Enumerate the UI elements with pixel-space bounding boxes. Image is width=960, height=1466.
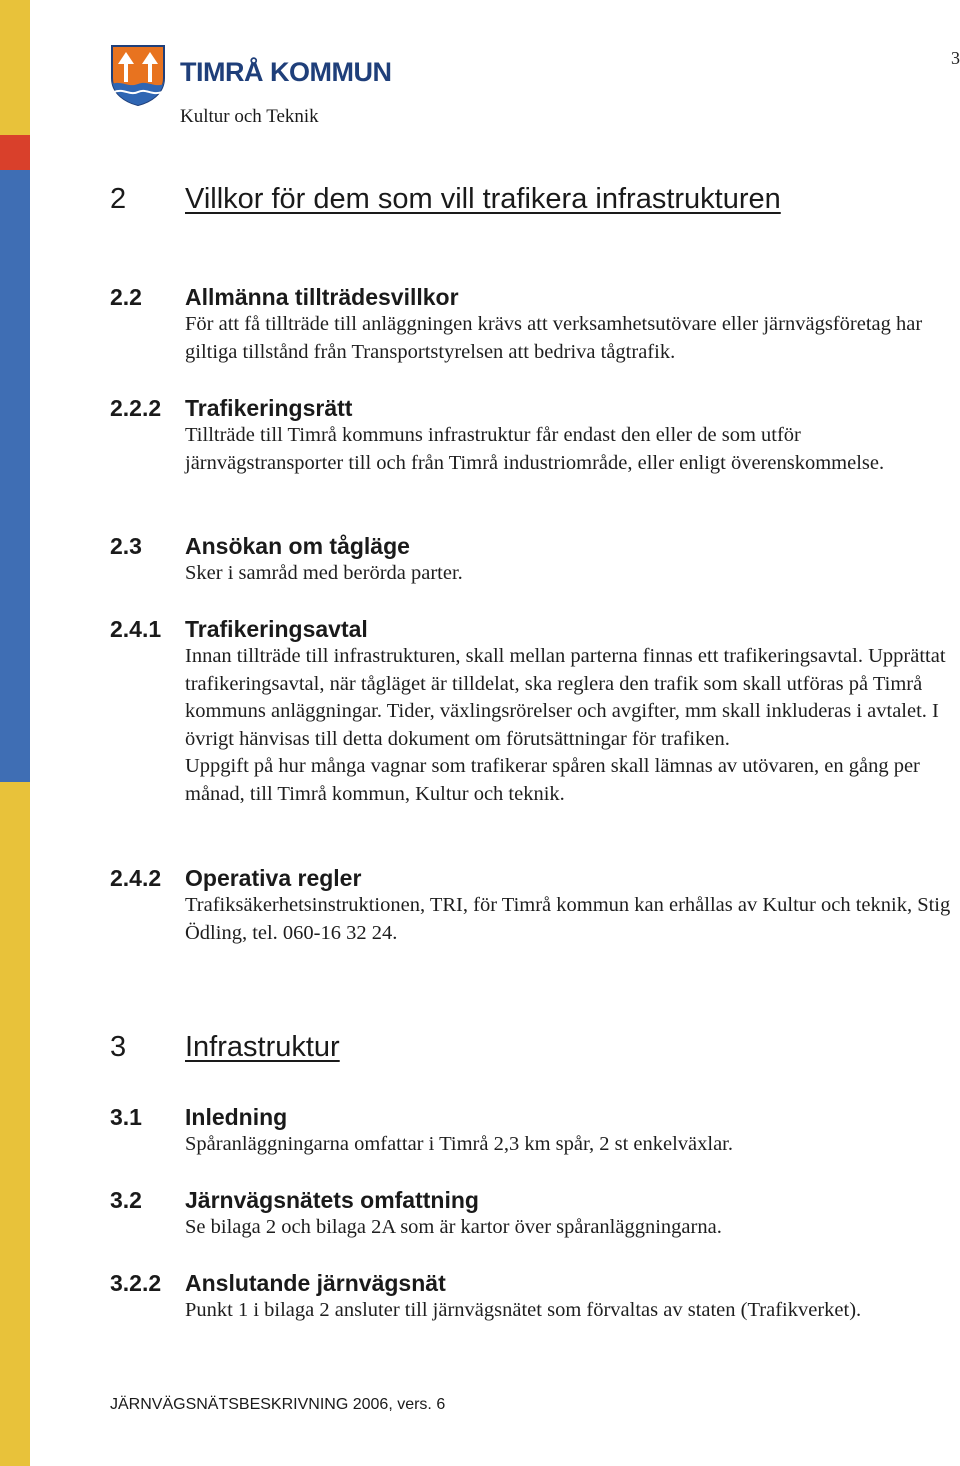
heading-title: Järnvägsnätets omfattning	[185, 1187, 479, 1213]
logo-wordmark: TIMRÅ KOMMUN	[180, 57, 392, 87]
department-name: Kultur och Teknik	[180, 106, 319, 127]
timra-coat-of-arms-icon	[110, 44, 166, 106]
heading-number: 2.3	[110, 533, 142, 559]
paragraph-section-3-2: Se bilaga 2 och bilaga 2A som är kartor över spåranläggningarna.	[185, 1216, 722, 1238]
heading-title: Infrastruktur	[185, 1031, 340, 1063]
heading-title: Villkor för dem som vill trafikera infrastrukturen	[185, 183, 781, 215]
heading-number: 3.2	[110, 1187, 142, 1213]
paragraph-line-group: Innan tillträde till infrastrukturen, skall mellan parterna finnas ett trafikeringsavtal. Upprättat trafikeringsavtal, när tågläget är tilldelat, ska reglera den trafik som skall utföras på Timrå kommuns anläggningar. Tider, växlingsrörelser och avgifter, mm skall inkluderas i avtalet. I övrigt hänvisas till detta dokument om förutsättningar för trafiken.	[185, 645, 946, 750]
heading-title: Trafikeringsavtal	[185, 616, 368, 642]
margin-stripe-red	[0, 135, 30, 170]
paragraph-section-3-1: Spåranläggningarna omfattar i Timrå 2,3 km spår, 2 st enkelväxlar.	[185, 1133, 734, 1155]
municipality-logo	[110, 44, 392, 106]
paragraph-section-2-2: För att få tillträde till anläggningen krävs att verksamhetsutövare eller järnvägsföretag har giltiga tillstånd från Transportstyrelsen att bedriva tågtrafik.	[185, 313, 923, 363]
heading-number: 3.2.2	[110, 1270, 162, 1296]
paragraph-section-2-4-1	[185, 643, 960, 808]
heading-title: Ansökan om tågläge	[185, 533, 410, 559]
heading-title: Allmänna tillträdesvillkor	[185, 284, 459, 310]
margin-stripe-blue	[0, 170, 30, 782]
heading-number: 2	[110, 183, 127, 215]
page-footer: JÄRNVÄGSNÄTSBESKRIVNING 2006, vers. 6	[110, 1396, 446, 1413]
heading-number: 2.4.2	[110, 865, 162, 891]
heading-number: 2.2	[110, 284, 142, 310]
heading-number: 3	[110, 1031, 127, 1063]
heading-title: Inledning	[185, 1104, 288, 1130]
heading-number: 2.4.1	[110, 616, 162, 642]
heading-title: Operativa regler	[185, 865, 362, 891]
margin-stripe-yellow-bottom	[0, 782, 30, 1466]
heading-title: Anslutande järnvägsnät	[185, 1270, 446, 1296]
paragraph-section-2-4-2: Trafiksäkerhetsinstruktionen, TRI, för Timrå kommun kan erhållas av Kultur och teknik, Stig Ödling, tel. 060-16 32 24.	[185, 894, 951, 944]
margin-stripe-yellow-top	[0, 0, 30, 135]
heading-number: 2.2.2	[110, 395, 162, 421]
page-number: 3	[951, 48, 960, 68]
paragraph-line-group: Uppgift på hur många vagnar som trafikerar spåren skall lämnas av utövaren, en gång per månad, till Timrå kommun, Kultur och teknik.	[185, 755, 920, 805]
heading-number: 3.1	[110, 1104, 142, 1130]
heading-title: Trafikeringsrätt	[185, 395, 353, 421]
paragraph-section-2-2-2: Tillträde till Timrå kommuns infrastruktur får endast den eller de som utför järnvägstransporter till och från Timrå industriområde, eller enligt överenskommelse.	[185, 424, 885, 474]
paragraph-section-3-2-2: Punkt 1 i bilaga 2 ansluter till järnvägsnätet som förvaltas av staten (Trafikverket).	[185, 1299, 862, 1321]
paragraph-section-2-3: Sker i samråd med berörda parter.	[185, 562, 463, 584]
